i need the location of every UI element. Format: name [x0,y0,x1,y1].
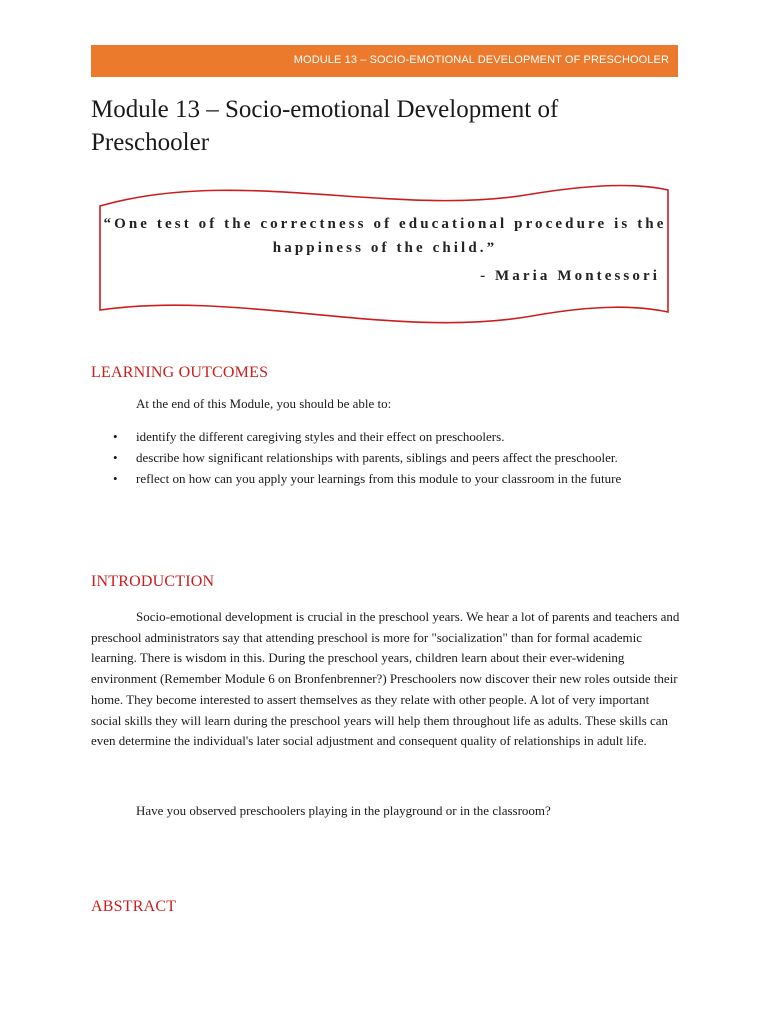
learning-outcomes-heading: LEARNING OUTCOMES [91,364,269,381]
module-banner-text: MODULE 13 – SOCIO-EMOTIONAL DEVELOPMENT OF PRESCHOOLER [293,54,669,66]
learning-outcomes-intro: At the end of this Module, you should be able to: [136,396,392,411]
list-item [105,447,665,468]
introduction-question: Have you observed preschoolers playing in the playground or in the classroom? [136,803,551,818]
introduction-heading: INTRODUCTION [91,573,215,590]
list-item [105,468,665,489]
outcome-text: identify the different caregiving styles and their effect on preschoolers. [136,429,505,444]
list-item [105,426,665,447]
module-banner [91,45,678,77]
quote-text: “One test of the correctness of educational procedure is the happiness of the child.” [103,216,667,256]
bullet-icon: • [113,429,118,444]
page-title: Module 13 – Socio-emotional Development of Preschooler [91,96,559,156]
bullet-icon: • [113,450,118,465]
learning-outcomes-list [105,426,665,489]
bullet-icon: • [113,471,118,486]
outcome-text: reflect on how can you apply your learnings from this module to your classroom in the future [136,471,622,486]
abstract-heading: ABSTRACT [91,898,177,915]
quote-author: - Maria Montessori [480,268,660,284]
outcome-text: describe how significant relationships with parents, siblings and peers affect the preschooler. [136,450,618,465]
introduction-paragraph: Socio-emotional development is crucial in the preschool years. We hear a lot of parents and teachers and preschool administrators say that attending preschool is more for "socialization" than for formal academic learning. There is wisdom in this. During the preschool years, children learn about their ever-widening environment (Remember Module 6 on Bronfenbrenner?) Preschoolers now discover their new roles outside their home. They become interested to assert themselves as they relate with other people. A lot of very important social skills they will learn during the preschool years will help them throughout life as adults. These skills can even determine the individual's later social adjustment and consequent quality of relationships in adult life. [91,609,680,749]
